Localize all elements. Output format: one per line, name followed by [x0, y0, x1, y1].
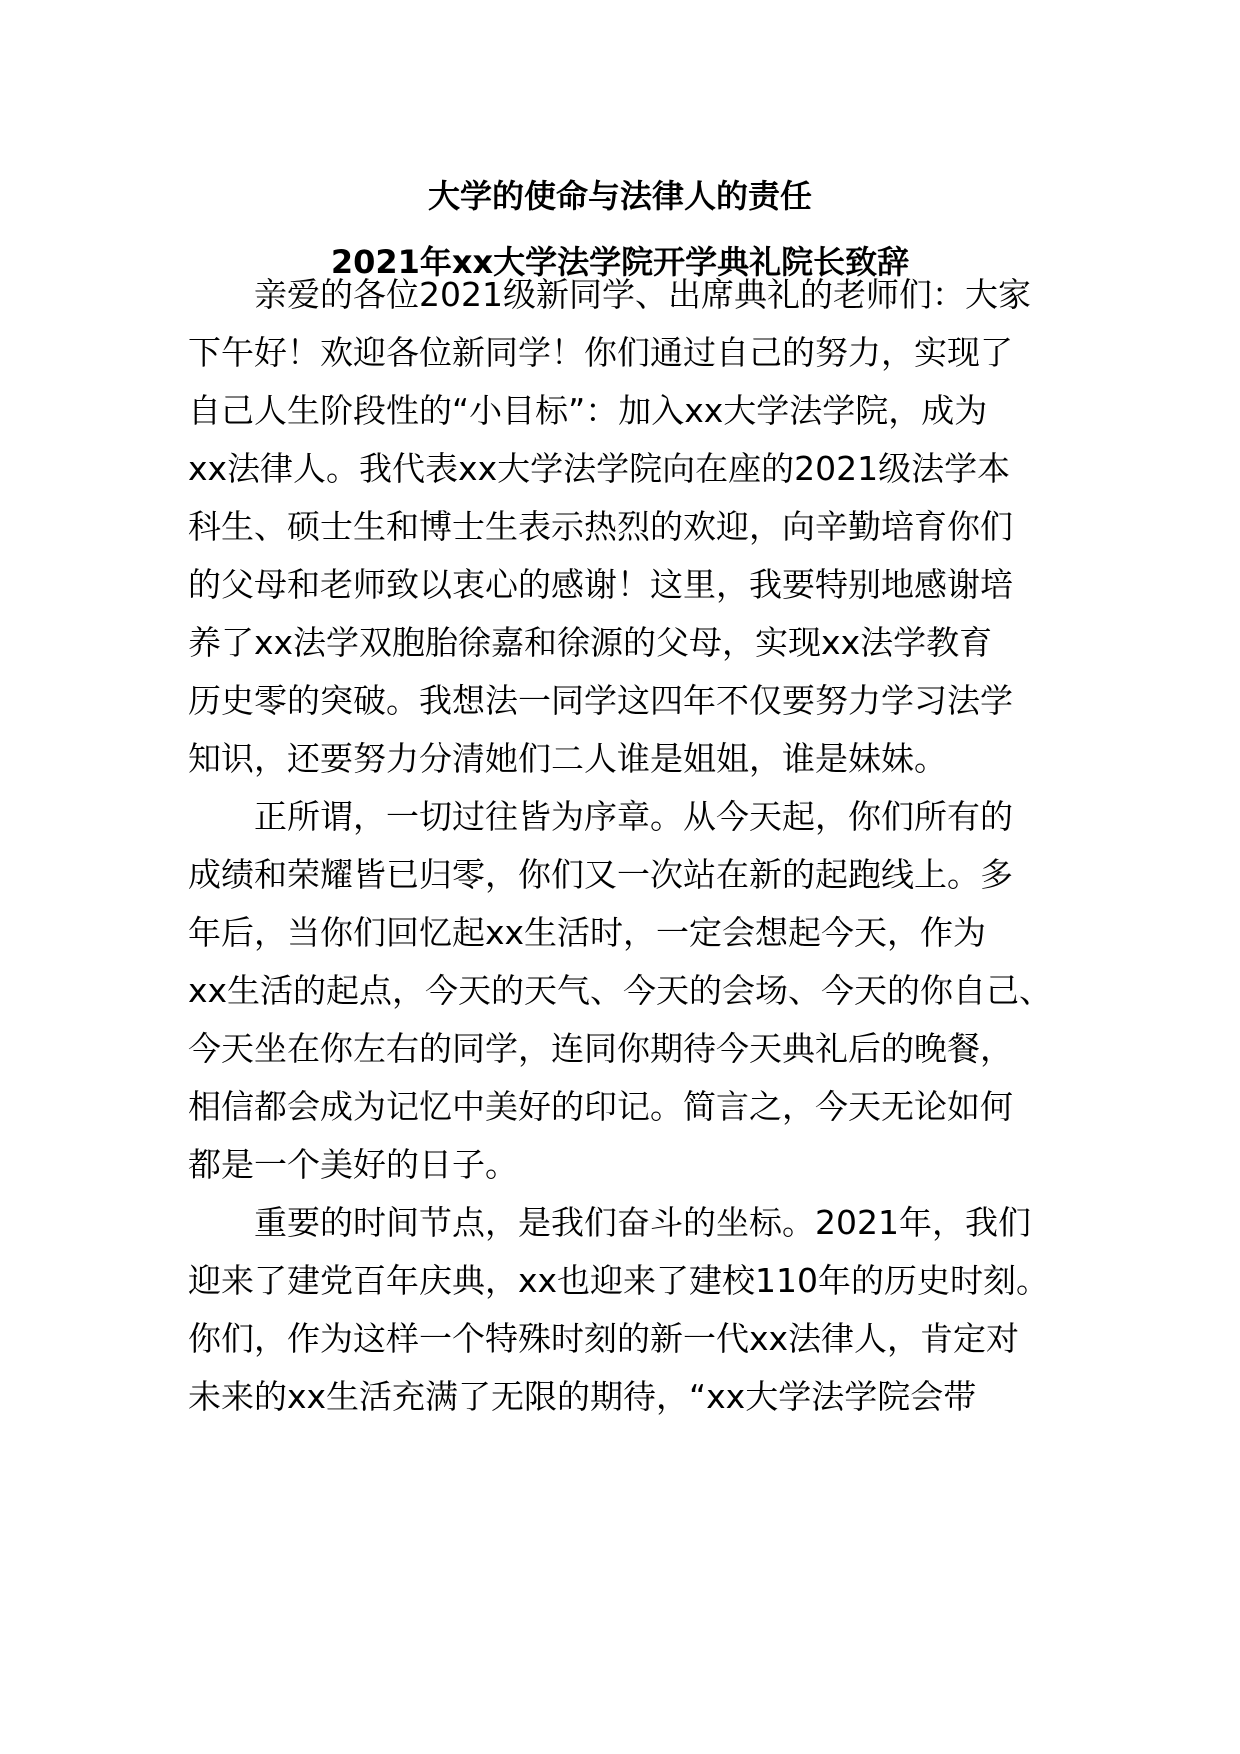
- text-line: 年后，当你们回忆起xx生活时，一定会想起今天，作为: [188, 913, 987, 952]
- text-line: 都是一个美好的日子。: [188, 1145, 518, 1184]
- text-line: 知识，还要努力分清她们二人谁是姐姐，谁是妹妹。: [188, 739, 947, 778]
- text-line: 今天坐在你左右的同学，连同你期待今天典礼后的晚餐，: [188, 1029, 1013, 1068]
- text-line: 养了xx法学双胞胎徐嘉和徐源的父母，实现xx法学教育: [188, 623, 993, 662]
- text-line: 科生、硕士生和博士生表示热烈的欢迎，向辛勤培育你们: [188, 507, 1013, 546]
- text-line: 历史零的突破。我想法一同学这四年不仅要努力学习法学: [188, 681, 1013, 720]
- text-line: xx法律人。我代表xx大学法学院向在座的2021级法学本: [188, 449, 1011, 488]
- text-line: 相信都会成为记忆中美好的印记。简言之，今天无论如何: [188, 1087, 1013, 1126]
- document-subtitle: 2021年xx大学法学院开学典礼院长致辞: [330, 243, 910, 281]
- text-line: 你们，作为这样一个特殊时刻的新一代xx法律人，肯定对: [188, 1319, 1020, 1358]
- text-line: 成绩和荣耀皆已归零，你们又一次站在新的起跑线上。多: [188, 855, 1013, 894]
- text-line: 未来的xx生活充满了无限的期待，“xx大学法学院会带: [188, 1377, 977, 1416]
- text-line: 的父母和老师致以衷心的感谢！这里，我要特别地感谢培: [188, 565, 1013, 604]
- text-line: 下午好！欢迎各位新同学！你们通过自己的努力，实现了: [188, 333, 1013, 372]
- text-line: 亲爱的各位2021级新同学、出席典礼的老师们：大家: [188, 275, 1031, 314]
- text-line: 自己人生阶段性的“小目标”：加入xx大学法学院，成为: [188, 391, 988, 430]
- text-line: xx生活的起点，今天的天气、今天的会场、今天的你自己、: [188, 971, 1053, 1010]
- text-line: 重要的时间节点，是我们奋斗的坐标。2021年，我们: [188, 1203, 1031, 1242]
- text-line: 正所谓，一切过往皆为序章。从今天起，你们所有的: [188, 797, 1013, 836]
- document-title: 大学的使命与法律人的责任: [427, 177, 812, 215]
- text-line: 迎来了建党百年庆典，xx也迎来了建校110年的历史时刻。: [188, 1261, 1050, 1300]
